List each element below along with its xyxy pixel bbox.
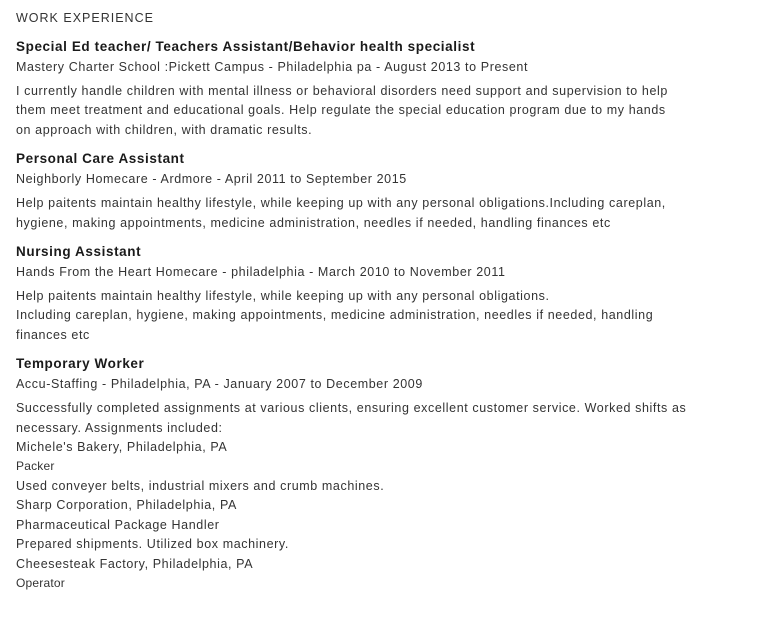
description-line: Help paitents maintain healthy lifestyle, while keeping up with any personal obligations. <box>16 289 550 304</box>
description-line: Michele's Bakery, Philadelphia, PA <box>16 440 228 455</box>
job-title: Personal Care Assistant <box>16 151 185 167</box>
description-line: Cheesesteak Factory, Philadelphia, PA <box>16 556 254 571</box>
job-employer-dates: Accu-Staffing - Philadelphia, PA - January 2007 to December 2009 <box>16 377 423 392</box>
description-line: Help paitents maintain healthy lifestyle, while keeping up with any personal obligations.Including careplan, <box>16 196 666 211</box>
job-description <box>16 194 756 233</box>
description-line: on approach with children, with dramatic results. <box>16 122 313 137</box>
description-line: Used conveyer belts, industrial mixers and crumb machines. <box>16 478 385 493</box>
job-employer-dates: Mastery Charter School :Pickett Campus - Philadelphia pa - August 2013 to Present <box>16 60 529 74</box>
description-line: Operator <box>16 575 65 590</box>
job-employer-dates: Hands From the Heart Homecare - philadelphia - March 2010 to November 2011 <box>16 265 506 280</box>
section-title: WORK EXPERIENCE <box>16 11 154 25</box>
job-title: Temporary Worker <box>16 356 145 372</box>
resume-page <box>16 0 756 593</box>
description-line: Packer <box>16 459 55 474</box>
description-line: finances etc <box>16 327 90 342</box>
description-line: Sharp Corporation, Philadelphia, PA <box>16 498 237 513</box>
description-line: Successfully completed assignments at various clients, ensuring excellent customer service. Worked shifts as <box>16 401 687 416</box>
job-title: Special Ed teacher/ Teachers Assistant/Behavior health specialist <box>16 39 476 54</box>
job-entry <box>16 151 756 233</box>
job-description <box>16 399 756 593</box>
job-description <box>16 287 756 345</box>
description-line: I currently handle children with mental illness or behavioral disorders need support and supervision to help <box>16 84 668 98</box>
description-line: them meet treatment and educational goals. Help regulate the special education program due to my hands <box>16 103 666 118</box>
description-line: hygiene, making appointments, medicine administration, needles if needed, handling finances etc <box>16 215 611 230</box>
job-entry <box>16 356 756 593</box>
job-description <box>16 82 756 140</box>
description-line: Prepared shipments. Utilized box machinery. <box>16 537 289 552</box>
job-employer-dates: Neighborly Homecare - Ardmore - April 2011 to September 2015 <box>16 172 407 187</box>
description-line: Including careplan, hygiene, making appointments, medicine administration, needles if needed, handling <box>16 308 654 323</box>
job-entry <box>16 39 756 140</box>
description-line: necessary. Assignments included: <box>16 420 223 435</box>
job-entry <box>16 244 756 345</box>
job-title: Nursing Assistant <box>16 244 142 260</box>
description-line: Pharmaceutical Package Handler <box>16 517 220 532</box>
